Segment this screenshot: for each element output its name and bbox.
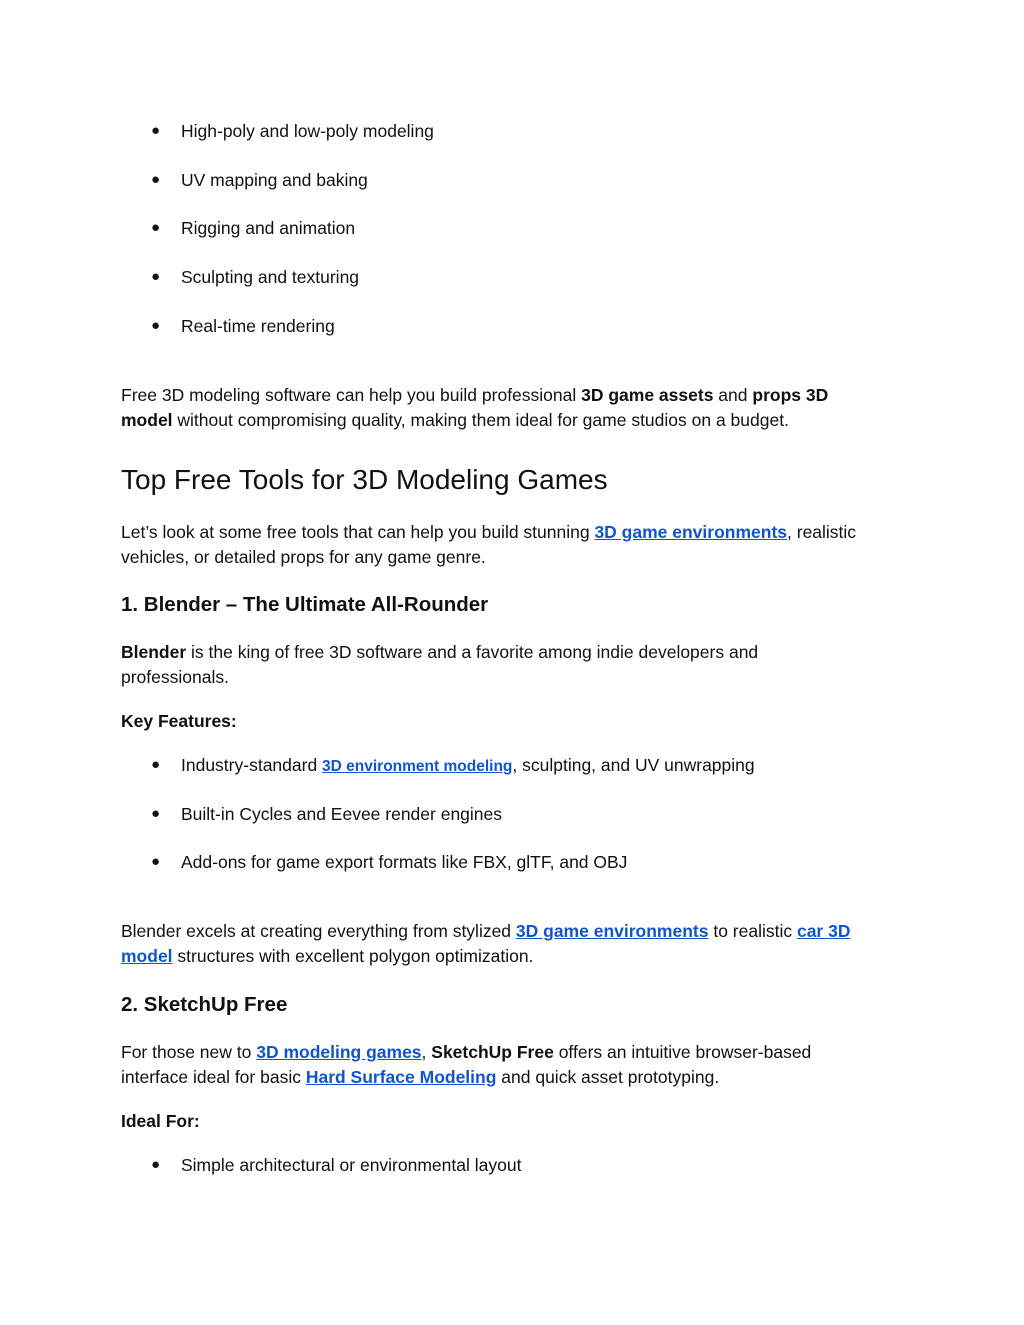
bullet-icon: ● (151, 171, 161, 188)
link-hard-surface-modeling[interactable]: Hard Surface Modeling (305, 1066, 497, 1087)
bullet-icon: ● (151, 317, 161, 334)
bullet-icon: ● (151, 268, 161, 285)
intro-paragraph: Free 3D modeling software can help you build professional 3D game assets and props 3D model without compromising quality, making them ideal for game studios on a budget. (121, 385, 829, 430)
section-intro-paragraph: Let’s look at some free tools that can help you build stunning 3D game environments, realistic vehicles, or detailed props for any game genre. (121, 522, 857, 567)
blender-heading: 1. Blender – The Ultimate All-Rounder (121, 593, 489, 616)
link-3d-game-environments[interactable]: 3D game environments (515, 921, 709, 941)
link-3d-environment-modeling[interactable]: 3D environment modeling (322, 758, 513, 775)
link-3d-game-environments[interactable]: 3D game environments (594, 522, 788, 542)
bullet-icon: ● (151, 805, 161, 822)
bullet-icon: ● (151, 1156, 161, 1173)
section-title: Top Free Tools for 3D Modeling Games (121, 464, 608, 495)
ideal-for-label: Ideal For: (121, 1111, 200, 1131)
link-car-3d-model[interactable]: car 3D (796, 921, 851, 941)
sketchup-description: For those new to 3D modeling games, SketchUp Free offers an intuitive browser-based interface ideal for basic Hard Surface Modeling and quick asset prototyping. (121, 1042, 812, 1087)
bullet-icon: ● (151, 853, 161, 870)
blender-description: Blender is the king of free 3D software and a favorite among indie developers and professionals. (121, 642, 759, 687)
sketchup-heading: 2. SketchUp Free (121, 993, 288, 1016)
blender-outro-paragraph: Blender excels at creating everything from stylized 3D game environments to realistic car 3D model structures with excellent polygon optimization. (121, 921, 851, 966)
bullet-icon: ● (151, 219, 161, 236)
key-features-label: Key Features: (121, 711, 237, 731)
bullet-icon: ● (151, 122, 161, 139)
link-3d-modeling-games[interactable]: 3D modeling games (256, 1042, 422, 1062)
bullet-icon: ● (151, 756, 161, 773)
link-car-3d-model[interactable]: model (121, 945, 173, 966)
